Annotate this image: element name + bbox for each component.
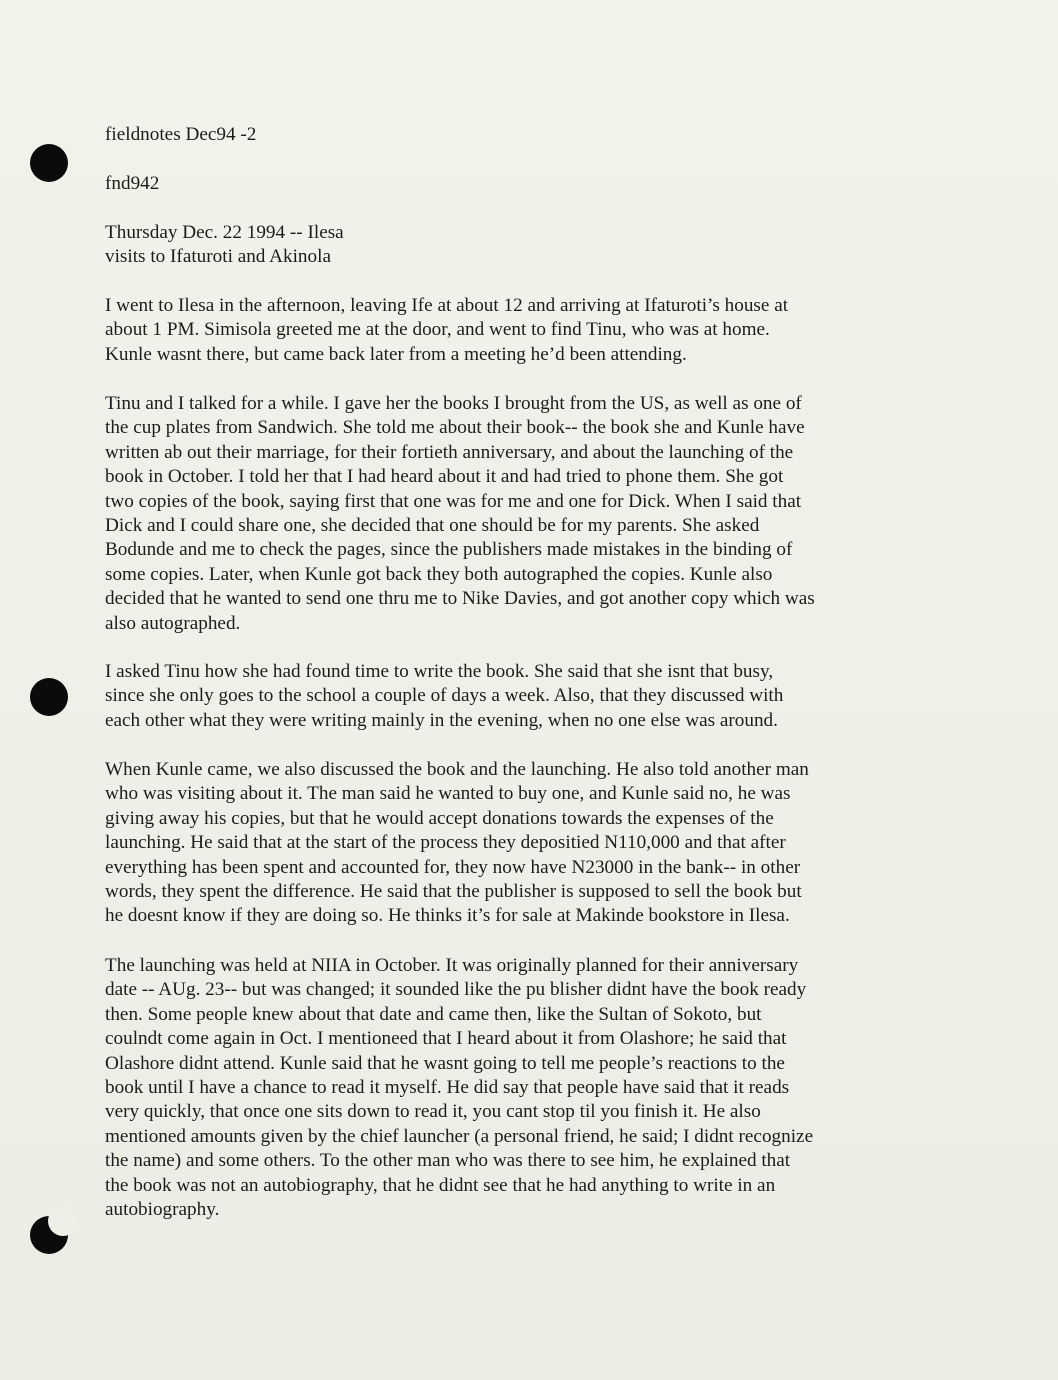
text-line: decided that he wanted to send one thru me to Nike Davies, and got another copy which was bbox=[105, 588, 815, 610]
text-line: Tinu and I talked for a while. I gave her the books I brought from the US, as well as one of bbox=[105, 393, 802, 414]
text-line: book until I have a chance to read it myself. He did say that people have said that it reads bbox=[105, 1077, 790, 1099]
text-line: also autographed. bbox=[105, 612, 241, 634]
paragraph bbox=[105, 954, 935, 1222]
punch-hole bbox=[30, 678, 68, 716]
text-line: date -- AUg. 23-- but was changed; it sounded like the pu blisher didnt have the book ready bbox=[105, 979, 807, 1001]
text-line: the cup plates from Sandwich. She told me about their book-- the book she and Kunle have bbox=[105, 417, 805, 439]
entry-subject: visits to Ifaturoti and Akinola bbox=[105, 246, 331, 268]
text-line: Dick and I could share one, she decided that one should be for my parents. She asked bbox=[105, 515, 760, 537]
text-line: coulndt come again in Oct. I mentioneed that I heard about it from Olashore; he said that bbox=[105, 1028, 787, 1050]
text-line: the book was not an autobiography, that he didnt see that he had anything to write in an bbox=[105, 1174, 776, 1196]
text-line: two copies of the book, saying first that one was for me and one for Dick. When I said that bbox=[105, 490, 802, 512]
entry-heading bbox=[105, 221, 935, 270]
punch-hole bbox=[30, 144, 68, 182]
entry-date-place: Thursday Dec. 22 1994 -- Ilesa bbox=[105, 222, 344, 243]
text-line: then. Some people knew about that date and came then, like the Sultan of Sokoto, but bbox=[105, 1003, 762, 1025]
text-line: written ab out their marriage, for their fortieth anniversary, and about the launching of the bbox=[105, 441, 794, 463]
text-line: When Kunle came, we also discussed the book and the launching. He also told another man bbox=[105, 759, 809, 780]
text-line: book in October. I told her that I had heard about it and had tried to phone them. She got bbox=[105, 466, 784, 488]
text-line: each other what they were writing mainly in the evening, when no one else was around. bbox=[105, 709, 778, 731]
text-line: Olashore didnt attend. Kunle said that he wasnt going to tell me people’s reactions to the bbox=[105, 1052, 785, 1074]
file-id: fnd942 bbox=[105, 173, 160, 194]
text-line: since she only goes to the school a couple of days a week. Also, that they discussed with bbox=[105, 685, 784, 707]
text-line: about 1 PM. Simisola greeted me at the door, and went to find Tinu, who was at home. bbox=[105, 319, 770, 341]
text-line: he doesnt know if they are doing so. He thinks it’s for sale at Makinde bookstore in Ilesa. bbox=[105, 905, 790, 927]
paragraph bbox=[105, 758, 935, 929]
text-line: The launching was held at NIIA in October. It was originally planned for their anniversary bbox=[105, 955, 799, 976]
document-title: fieldnotes Dec94 -2 bbox=[105, 124, 257, 145]
text-line: launching. He said that at the start of the process they depositied N110,000 and that after bbox=[105, 832, 786, 854]
text-line: autobiography. bbox=[105, 1199, 220, 1221]
text-line: very quickly, that once one sits down to read it, you cant stop til you finish it. He also bbox=[105, 1101, 761, 1123]
text-line: words, they spent the difference. He said that the publisher is supposed to sell the book but bbox=[105, 881, 802, 903]
text-line: mentioned amounts given by the chief launcher (a personal friend, he said; I didnt recognize bbox=[105, 1125, 814, 1147]
text-line: giving away his copies, but that he would accept donations towards the expenses of the bbox=[105, 807, 774, 829]
text-line: the name) and some others. To the other man who was there to see him, he explained that bbox=[105, 1150, 791, 1172]
paragraph bbox=[105, 660, 935, 733]
text-line: I asked Tinu how she had found time to write the book. She said that she isnt that busy, bbox=[105, 661, 774, 682]
text-line: Kunle wasnt there, but came back later from a meeting he’d been attending. bbox=[105, 343, 687, 365]
paragraph bbox=[105, 392, 935, 636]
text-line: Bodunde and me to check the pages, since the publishers made mistakes in the binding of bbox=[105, 539, 793, 561]
text-line: I went to Ilesa in the afternoon, leaving Ife at about 12 and arriving at Ifaturoti’s house at bbox=[105, 295, 789, 316]
paragraph bbox=[105, 294, 935, 367]
text-line: some copies. Later, when Kunle got back they both autographed the copies. Kunle also bbox=[105, 563, 773, 585]
punch-hole bbox=[30, 1216, 68, 1254]
text-line: everything has been spent and accounted for, they now have N23000 in the bank-- in other bbox=[105, 856, 801, 878]
text-line: who was visiting about it. The man said he wanted to buy one, and Kunle said no, he was bbox=[105, 783, 791, 805]
